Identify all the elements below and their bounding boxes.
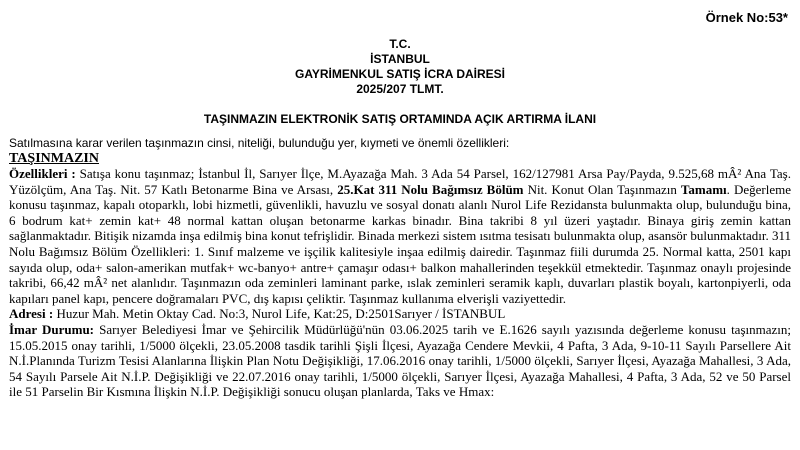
property-details <box>9 166 791 400</box>
imar-paragraph <box>9 322 791 400</box>
ozellikleri-text-3: . Değerleme konusu taşınmaz, kapalı otoparklı, lobi hizmetli, güvenlikli, havuzlu ve sosyal donatı alanlı Nurol Life Rezidansta bulunmakta olup, bulunduğu bina, 6 bodrum kat+ zemin kat+ 48 normal kattan oluşan betonarme karkas binadır. Bina takribi 8 yıl üzeri yaştadır. Binaya giriş zemin kattan sağlanmaktadır. Bitişik nizamda inşa edilmiş bina konut tefrişlidir. Binada merkezi sistem ısıtma tesisatı bulunmakta olup, asansör bulunmaktadır. 311 Nolu Bağımsız Bölüm Özellikleri: 1. Sınıf malzeme ve işçilik kalitesiyle inşaa edilmiş dairedir. Taşınmaz fiili durumda 25. Normal katta, 2501 kapı sayıda olup, oda+ salon-amerikan mutfak+ wc-banyo+ antre+ çamaşır odası+ balkon mahallerinden teşekkül etmektedir. Taşınmaz onaylı projesinde takribi, 66,42 mÂ² net alanlıdır. Taşınmazın oda zeminleri laminant parke, ıslak zeminleri seramik kaplı, duvarları plastik boyalı, kartonpiyerli, oda kapıları panel kapı, pencere doğramaları PVC, dış kapısı çeliktir. Taşınmaz kullanıma elverişli vaziyettedir. <box>9 181 791 306</box>
section-heading: TAŞINMAZIN <box>9 151 99 166</box>
ozellikleri-paragraph <box>9 166 791 306</box>
header-file-no: 2025/207 TLMT. <box>356 82 444 96</box>
adres-text: Huzur Mah. Metin Oktay Cad. No:3, Nurol Life, Kat:25, D:2501Sarıyer / İSTANBUL <box>53 306 506 322</box>
intro-text: Satılmasına karar verilen taşınmazın cinsi, niteliği, bulunduğu yer, kıymeti ve önemli özellikleri: <box>9 136 510 150</box>
notice-title: TAŞINMAZIN ELEKTRONİK SATIŞ ORTAMINDA AÇIK ARTIRMA İLANI <box>203 112 597 126</box>
header-tc: T.C. <box>389 37 411 51</box>
header-office: GAYRİMENKUL SATIŞ İCRA DAİRESİ <box>294 67 506 81</box>
imar-text: Sarıyer Belediyesi İmar ve Şehircilik Müdürlüğü'nün 03.06.2025 tarih ve E.1626 sayılı yazısında değerleme konusu taşınmazın; 15.05.2015 onay tarihli, 1/5000 ölçekli, 23.05.2008 tasdik tarihli Şişli İlçesi, Ayazağa Cendere Mevkii, 4 Pafta, 3 Ada, 9-10-11 Sayılı Parsellere Ait N.İ.Planında Turizm Tesisi Alanlarına İlişkin Plan Notu Değişikliği, 17.06.2016 onay tarihli, 1/5000 ölçekli, Sarıyer İlçesi, Ayazağa Mahallesi, 3 Ada, 54 Sayılı Parsele Ait N.İ.P. Değişikliği ve 22.07.2016 onay tarihli, 1/5000 ölçekli, Sarıyer İlçesi, Ayazağa Mahallesi, 4 Pafta, 3 Ada, 52 ve 50 Parsel ile 51 Parselin Bir Kısmına İlişkin N.İ.P. Değişikliği sonucu oluşan planlarda, Taks ve Hmax: <box>9 321 791 400</box>
bagimsiz-bolum-bold: 25.Kat 311 Nolu Bağımsız Bölüm <box>337 181 524 197</box>
sample-number: Örnek No:53* <box>705 10 788 25</box>
tamami-bold: Tamamı <box>680 181 727 197</box>
ozellikleri-text-1: Satışa konu taşınmaz; İstanbul İl, Sarıyer İlçe, M.Ayazağa Mah. 3 Ada 54 Parsel, 162/127981 Arsa Pay/Payda, 9.525,68 mÂ² Ana Taş. Yüzölçüm, Ana Taş. Nit. 57 Katlı Betonarme Bina ve Arsası, <box>9 166 791 197</box>
adres-paragraph <box>9 306 791 322</box>
ozellikleri-label: Özellikleri : <box>9 166 76 181</box>
header-city: İSTANBUL <box>370 52 430 66</box>
imar-label: İmar Durumu: <box>9 321 95 337</box>
ozellikleri-text-2: Nit. Konut Olan Taşınmazın <box>523 181 681 197</box>
adres-label: Adresi : <box>9 306 54 322</box>
